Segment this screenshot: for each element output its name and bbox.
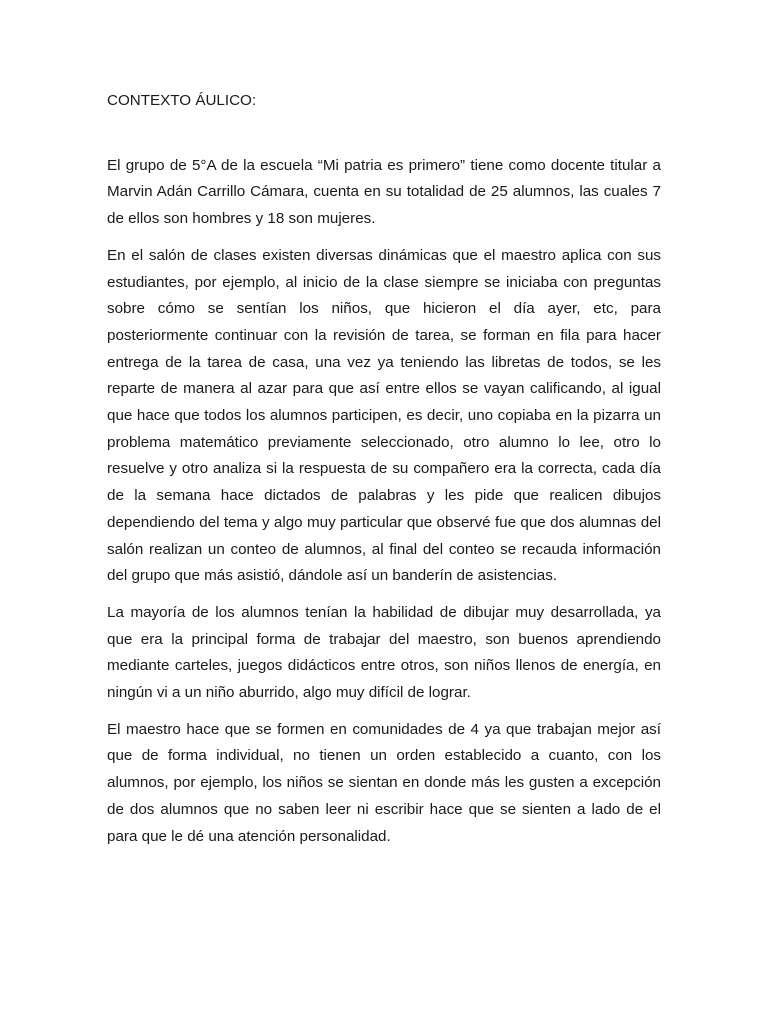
paragraph-seating-organization: El maestro hace que se formen en comunidades de 4 ya que trabajan mejor así que de forma individual, no tienen un orden establecido a cuanto, con los alumnos, por ejemplo, los niños se sientan en donde más les gusten a excepción de dos alumnos que no saben leer ni escribir hace que se sienten a lado de el para que le dé una atención personalidad. bbox=[107, 720, 661, 845]
paragraph-group-info: El grupo de 5°A de la escuela “Mi patria es primero” tiene como docente titular a Marvin Adán Carrillo Cámara, cuenta en su totalidad de 25 alumnos, las cuales 7 de ellos son hombres y 18 son mujeres. bbox=[107, 156, 661, 228]
document-body bbox=[107, 88, 661, 850]
paragraph-classroom-dynamics: En el salón de clases existen diversas dinámicas que el maestro aplica con sus estudiantes, por ejemplo, al inicio de la clase siempre se iniciaba con preguntas sobre cómo se sentían los niños, que hicieron el día ayer, etc, para posteriormente continuar con la revisión de tarea, se forman en fila para hacer entrega de la tarea de casa, una vez ya teniendo las libretas de todos, se les reparte de manera al azar para que así entre ellos se vayan calificando, al igual que hace que todos los alumnos participen, es decir, uno copiaba en la pizarra un problema matemático previamente seleccionado, otro alumno lo lee, otro lo resuelve y otro analiza si la respuesta de su compañero era la correcta, cada día de la semana hace dictados de palabras y les pide que realicen dibujos dependiendo del tema y algo muy particular que observé fue que dos alumnas del salón realizan un conteo de alumnos, al final del conteo se recauda información del grupo que más asistió, dándole así un banderín de asistencias. bbox=[107, 246, 661, 585]
paragraph-student-abilities: La mayoría de los alumnos tenían la habilidad de dibujar muy desarrollada, ya que era la principal forma de trabajar del maestro, son buenos aprendiendo mediante carteles, juegos didácticos entre otros, son niños llenos de energía, en ningún vi a un niño aburrido, algo muy difícil de lograr. bbox=[107, 603, 661, 702]
section-heading: CONTEXTO ÁULICO: bbox=[107, 92, 257, 109]
